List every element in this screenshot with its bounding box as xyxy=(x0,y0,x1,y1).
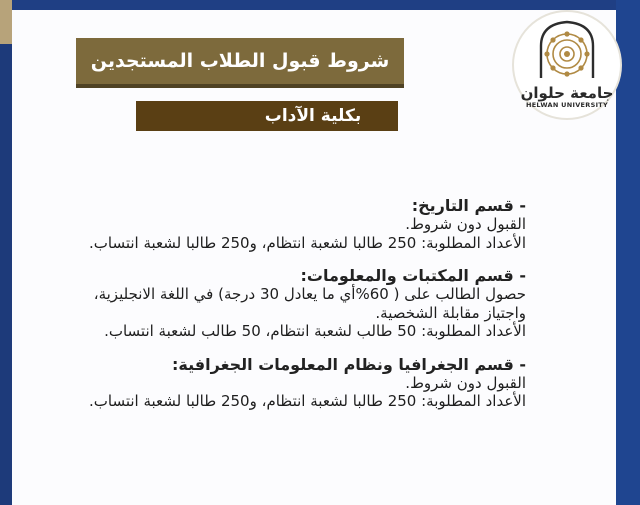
section-line: الأعداد المطلوبة: 250 طالبا لشعبة انتظام، و250 طالبا لشعبة انتساب. xyxy=(89,233,526,252)
page-subtitle: بكلية الآداب xyxy=(264,106,362,126)
section-libraries xyxy=(40,266,526,341)
section-history xyxy=(40,196,526,252)
left-edge-accent xyxy=(0,0,12,44)
section-heading: - قسم التاريخ: xyxy=(411,196,526,215)
section-geography xyxy=(40,355,526,411)
section-line: القبول دون شروط. xyxy=(405,215,526,233)
page-title: شروط قبول الطلاب المستجدين xyxy=(76,38,404,88)
section-line: الأعداد المطلوبة: 250 طالبا لشعبة انتظام، و250 طالبا لشعبة انتساب. xyxy=(89,392,526,410)
logo-english-text: HELWAN UNIVERSITY xyxy=(525,101,609,109)
admission-conditions xyxy=(40,196,526,411)
section-line: القبول دون شروط. xyxy=(405,373,526,392)
logo-arabic-text: جامعة حلوان xyxy=(520,84,614,102)
section-heading: - قسم المكتبات والمعلومات: xyxy=(300,266,526,285)
section-heading: - قسم الجغرافيا ونظام المعلومات الجغرافية: xyxy=(172,354,526,374)
left-edge-strip xyxy=(0,0,12,505)
top-navy-band xyxy=(12,0,640,10)
section-line: واجتياز مقابلة الشخصية. xyxy=(375,303,526,322)
section-line: الأعداد المطلوبة: 50 طالب لشعبة انتظام، 50 طالب لشعبة انتساب. xyxy=(104,322,526,340)
section-line: حصول الطالب على ( 60%أي ما يعادل 30 درجة) في اللغة الانجليزية، xyxy=(93,285,526,303)
